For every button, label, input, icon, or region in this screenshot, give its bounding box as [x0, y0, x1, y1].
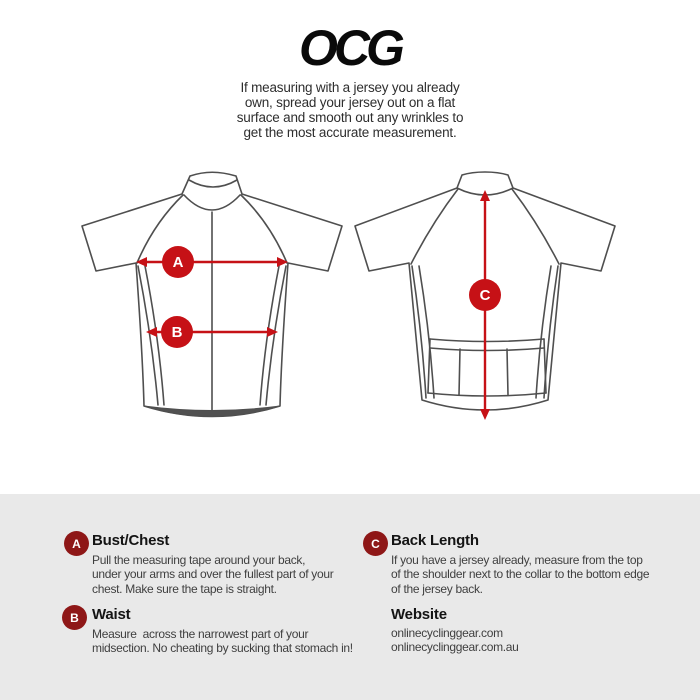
legend-title-website: Website: [391, 606, 447, 623]
legend-text-line: If you have a jersey already, measure from the top: [391, 553, 643, 567]
legend-panel: [0, 494, 700, 700]
legend-text-line: midsection. No cheating by sucking that stomach in!: [92, 641, 353, 656]
website-url: onlinecyclinggear.com: [391, 626, 503, 640]
intro-text: [0, 80, 700, 140]
intro-line: own, spread your jersey out on a flat: [244, 95, 456, 110]
front-jersey-outline: [82, 172, 342, 416]
legend-text-back-length: [391, 553, 649, 596]
legend-marker-c: C: [363, 531, 388, 556]
marker-badge-c: C: [469, 279, 501, 311]
legend-title-bust-chest: Bust/Chest: [92, 532, 170, 549]
marker-badge-b: B: [161, 316, 193, 348]
intro-line: surface and smooth out any wrinkles to: [236, 110, 464, 125]
legend-text-line: under your arms and over the fullest part of your: [92, 567, 334, 582]
intro-line: get the most accurate measurement.: [243, 125, 457, 140]
front-jersey-diagram: [72, 168, 352, 428]
marker-badge-a: A: [162, 246, 194, 278]
intro-line: If measuring with a jersey you already: [240, 80, 460, 95]
legend-title-back-length: Back Length: [391, 532, 479, 549]
legend-title-waist: Waist: [92, 606, 131, 623]
ocg-logo: OCG: [299, 20, 401, 76]
legend-text-line: Pull the measuring tape around your back,: [92, 553, 306, 567]
legend-text-waist: [92, 627, 353, 656]
legend-marker-b: B: [62, 605, 87, 630]
legend-text-line: of the shoulder next to the collar to the bottom edge: [391, 567, 650, 582]
legend-text-line: Measure across the narrowest part of your: [92, 627, 309, 641]
legend-text-line: chest. Make sure the tape is straight.: [92, 581, 277, 596]
legend-text-line: of the jersey back.: [391, 581, 483, 596]
website-urls: [391, 627, 519, 654]
legend-marker-a: A: [64, 531, 89, 556]
website-url: onlinecyclinggear.com.au: [391, 639, 519, 654]
legend-text-bust-chest: [92, 553, 333, 596]
